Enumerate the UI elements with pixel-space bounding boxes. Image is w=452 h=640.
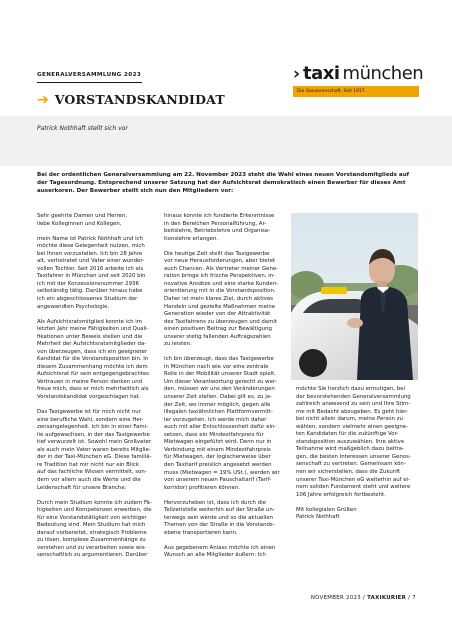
logo-city-text: münchen [342,63,424,84]
section-label: GENERALVERSAMMLUNG 2023 [37,72,142,78]
portrait-illustration [291,213,418,380]
photo-caption: Patrick Nothhaft stellt sich vor [37,125,128,132]
paragraph: Sehr geehrte Damen und Herren, liebe Kolleginnen und Kollegen, [37,213,128,227]
paragraph: Durch mein Studium konnte ich zudem Fä- higkeiten und Kompetenzen erwerben, die für eine Vorstandstätigkeit von wichtiger Bedeutung sind. Mein Studium hat mich darauf vorbereitet, strategisch Probleme zu lösen, komplexe Zusammenhänge zu verstehen und zu verarbeiten sowie wis- senschaftlich zu argumentieren. Darüber [37,499,152,559]
paragraph: möchte Sie herzlich dazu ermutigen, bei der bevorstehenden Generalversammlung zahlreich anwesend zu sein und Ihre Stim- me mit Bedacht abzugeben. Es geht hier- bei nicht allein darum, meine Person zu wählen, sondern vielmehr einen geeigne- ten Kandidaten für die zukünftige Vor- standsposition auszuwählen. Ihre aktive Teilnahme wird maßgeblich dazu beitra- gen, die besten Interessen unserer Genos- senschaft zu vertreten. Gemeinsam kön- nen wir sicherstellen, dass die Zukunft unserer Taxi-München eG weiterhin auf ei- nem soliden Fundament steht und weitere 106 Jahre erfolgreich fortbesteht. [296,386,411,498]
paragraph: Das Taxigewerbe ist für mich nicht nur eine berufliche Wahl, sondern eine Her- zensangelegenheit. Ich bin in einer Fami- lie aufgewachsen, in der das Taxigewerbe tief verwurzelt ist. Sowohl mein Großvater als auch mein Vater waren bereits Mitglie- der in der Taxi-München eG. Diese familiä- re Tradition hat mir nicht nur ein Blick auf das fachliche Wissen vermittelt, son- dern vor allem auch die Werte und die Leidenschaft für unsere Branche. [37,409,152,491]
paragraph: Ich bin überzeugt, dass das Taxigewerbe in München nach wie vor eine zentrale Rolle in der Mobilität unserer Stadt spielt. Um dieser Verantwortung gerecht zu wer- den, müssen wir uns den Veränderungen unserer Zeit stellen. Dabei gilt es, zu je- der Zeit, wo immer möglich, gegen alle illegalen taxiähnlichen Plattformvermitt- ler vorzugehen. Ich werde mich daher auch mit aller Entschlossenheit dafür ein- setzen, dass ein Mindestfahrpreis für Mietwagen eingeführt wird. Denn nur in Verbindung mit einem Mindestfahrpreis für Mietwagen, der logischerweise über den Taxitarif preislich angesetzt werden muss (Mietwagen = 19% USt.), werden wir von unserem neuen Pauschaltarif (Tarif- korridor) profitieren können. [164,356,280,491]
caption-banner [0,116,452,166]
lead-paragraph: Bei der ordentlichen Generalversammlung am 22. November 2023 steht die Wahl eines neuen Vorstandsmitglieds auf der Tagesordnung. Entsprechend unserer Satzung hat der Aufsichtsrat demokratisch einen Bewerber für dieses Amt auserkoren. Der Bewerber stellt sich nun den Mitgliedern vor: [37,172,410,195]
signature-block: Mit kollegialen Grüßen Patrick Nothhaft [296,506,357,521]
paragraph: mein Name ist Patrick Nothhaft und ich möchte diese Gelegenheit nutzen, mich bei Ihnen vorzustellen. Ich bin 28 Jahre alt, verheiratet und Vater einer wunder- vollen Tochter. Seit 2016 arbeite ich als Taxifahrer in München und seit 2020 bin ich mit der Konzessionsnummer 2936 selbständig tätig. Darüber hinaus habe ich ein abgeschlossenes Studium der angewandten Psychologie. [37,235,146,310]
paragraph: Die heutige Zeit stellt das Taxigewerbe vor neue Herausforderungen, aber bietet auch Chancen. Als Vertreter meiner Gene- ration bringe ich frische Perspektiven, in- novative Ansätze und eine starke Kunden- orientierung mit in die Vorstandsposition. Daher ist mein klares Ziel, durch aktives Handeln und gezielte Maßnahmen meine Generation wieder von der Attraktivität des Taxifahrens zu überzeugen und damit einen positiven Beitrag zur Bewältigung unserer stetig fallenden Auftragszahlen zu leisten. [164,250,279,348]
chevron-right-icon: › [293,64,301,84]
footer-page-number: / 7 [406,595,416,601]
top-margin [0,0,452,20]
footer-issue: NOVEMBER 2023 / [310,595,368,601]
article-column-2 [164,213,281,567]
paragraph: Als Aufsichtsratsmitglied konnte ich im letzten Jahr meine Fähigkeiten und Quali- fikationen unter Beweis stellen und die Mehrheit der Aufsichtsratsmitglieder da- von überzeugen, dass ich ein geeigneter Kandidat für die Vorstandsposition bin. In diesem Zusammenhang möchte ich dem Aufsichtsrat für sein entgegengebrachtes Vertrauen in meine Person danken und freue mich, dass er mich mehrheitlich als Vorstandskandidat vorgeschlagen hat. [37,318,149,401]
paragraph: Hervorzuheben ist, dass ich durch die Teilzeitstelle weiterhin auf der Straße un- terwegs sein werde und so die aktuellen Themen von der Straße in die Vorstands- ebene transportieren kann. [164,499,275,536]
page-footer [311,595,416,601]
taxi-muenchen-logo [293,63,424,100]
paragraph: Aus gegebenem Anlass möchte ich einen Wunsch an alle Mitglieder äußern: Ich [164,544,276,559]
logo-tagline: Die Genossenschaft. Seit 1917. [293,86,419,97]
section-divider [37,82,142,83]
arrow-right-icon: ➔ [37,91,49,108]
portrait-photo [291,213,418,380]
footer-magazine: TAXIKURIER [367,595,407,601]
logo-taxi-text: taxi [303,63,340,84]
headline-title: VORSTANDSKANDIDAT [54,92,225,107]
paragraph: hinaus konnte ich fundierte Erkenntnisse in den Bereichen Personalführung, Ar- beitslehre, Betriebslehre und Organisa- tionslehre erlangen. [164,213,275,242]
headline [37,92,225,107]
article-column-3 [296,386,416,529]
article-column-1 [37,213,154,567]
